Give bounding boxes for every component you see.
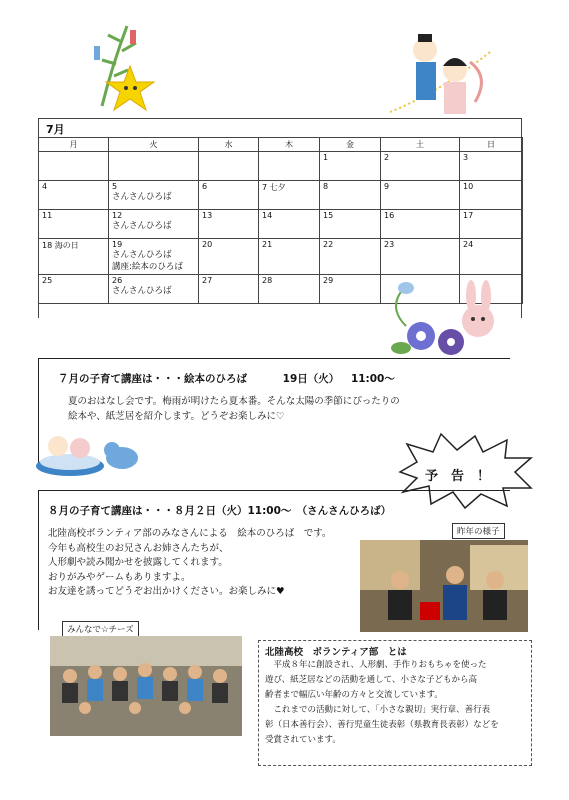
calendar-day xyxy=(259,152,320,181)
day-number: 29 xyxy=(323,276,334,285)
calendar-day xyxy=(109,152,199,181)
calendar-day xyxy=(39,239,109,275)
calendar-day xyxy=(109,239,199,275)
weekday-header: 木 xyxy=(259,138,320,152)
calendar-day xyxy=(199,152,259,181)
calendar-day xyxy=(381,210,460,239)
group-photo xyxy=(50,636,242,736)
calendar-week xyxy=(39,152,523,181)
day-number: 27 xyxy=(202,276,213,285)
weekday-header: 日 xyxy=(460,138,523,152)
august-course-line: おりがみやゲームもありますよ。 xyxy=(48,571,191,583)
weekday-header: 金 xyxy=(320,138,381,152)
day-event: さんさんひろば xyxy=(112,192,172,202)
day-number: 18 海の日 xyxy=(42,241,79,250)
calendar-day xyxy=(109,275,199,304)
group-photo-tag: みんなで☆チーズ xyxy=(62,621,139,637)
day-number: 9 xyxy=(384,182,390,191)
calendar-day xyxy=(381,181,460,210)
calendar-day xyxy=(199,181,259,210)
calendar-day xyxy=(39,181,109,210)
club-info-line: 齢者まで幅広い年齢の方々と交流しています。 xyxy=(265,690,443,700)
calendar-day xyxy=(320,275,381,304)
day-number: 22 xyxy=(323,240,334,249)
bunny-morning-glory-illustration xyxy=(376,276,506,364)
notice-label: 予 告 ！ xyxy=(425,469,491,484)
calendar-day xyxy=(320,210,381,239)
day-number: 16 xyxy=(384,211,395,220)
day-number: 12 xyxy=(112,211,123,220)
calendar-day xyxy=(259,181,320,210)
day-number: 26 xyxy=(112,276,123,285)
calendar-day xyxy=(259,210,320,239)
orihime-hikoboshi-illustration xyxy=(380,22,500,122)
day-number: 25 xyxy=(42,276,53,285)
day-number: 4 xyxy=(42,182,48,191)
july-course-body xyxy=(68,395,488,424)
club-info-title: 北陸高校 ボランティア部 とは xyxy=(265,647,407,658)
club-info-box xyxy=(258,640,532,766)
calendar-day xyxy=(199,210,259,239)
calendar-day xyxy=(460,181,523,210)
calendar-day xyxy=(199,239,259,275)
calendar-day xyxy=(259,239,320,275)
day-number: 24 xyxy=(463,240,474,249)
last-year-tag: 昨年の様子 xyxy=(452,523,505,539)
august-course-line: 今年も高校生のお兄さんお姉さんたちが、 xyxy=(48,542,229,554)
calendar-week xyxy=(39,210,523,239)
weekday-header: 土 xyxy=(381,138,460,152)
day-number: 7 七夕 xyxy=(262,183,286,192)
calendar-day xyxy=(320,152,381,181)
day-number: 15 xyxy=(323,211,334,220)
calendar-day xyxy=(460,239,523,275)
day-event: さんさんひろば xyxy=(112,250,172,260)
day-number: 5 xyxy=(112,182,118,191)
july-course-heading xyxy=(58,371,395,386)
day-number: 23 xyxy=(384,240,395,249)
day-number: 3 xyxy=(463,153,469,162)
weekday-header: 月 xyxy=(39,138,109,152)
july-course-title: ７月の子育て講座は・・・絵本のひろば xyxy=(58,373,247,385)
club-info-line: 受賞されています。 xyxy=(265,735,341,745)
august-course-line: 北陸高校ボランティア部のみなさんによる 絵本のひろば です。 xyxy=(48,528,332,539)
day-number: 11 xyxy=(42,211,53,220)
day-number: 1 xyxy=(323,153,329,162)
day-number: 20 xyxy=(202,240,213,249)
calendar-week xyxy=(39,181,523,210)
day-number: 10 xyxy=(463,182,474,191)
day-number: 6 xyxy=(202,182,208,191)
calendar-day xyxy=(109,210,199,239)
august-course-line: 人形劇や読み聞かせを披露してくれます。 xyxy=(48,557,228,568)
july-course-line: 絵本や、紙芝居を紹介します。どうぞお楽しみに♡ xyxy=(68,410,285,422)
july-course-line: 夏のおはなし会です。梅雨が明けたら夏本番。そんな太陽の季節にぴったりの xyxy=(68,396,400,407)
club-info-line: 彰（日本善行会）、善行児童生徒表彰（県教育長表彰）などを xyxy=(265,720,499,730)
day-number: 17 xyxy=(463,211,474,220)
day-number: 2 xyxy=(384,153,390,162)
august-course-line: お友達を誘ってどうぞお出かけください。お楽しみに♥ xyxy=(48,586,285,597)
calendar-day xyxy=(199,275,259,304)
day-number: 19 xyxy=(112,240,123,249)
calendar-day xyxy=(39,210,109,239)
pool-animals-illustration xyxy=(32,422,144,478)
calendar-day xyxy=(320,181,381,210)
july-course-time: 11:00～ xyxy=(350,373,395,385)
calendar-day xyxy=(39,275,109,304)
club-info-line: 遊び、紙芝居などの活動を通して、小さな子どもから高 xyxy=(265,675,477,685)
calendar-day xyxy=(109,181,199,210)
calendar-month: 7月 xyxy=(46,123,65,136)
july-course-date: 19日（火） xyxy=(282,373,340,385)
club-info-line: これまでの活動に対して、「小さな親切」実行章、善行表 xyxy=(265,705,491,715)
weekday-header: 火 xyxy=(109,138,199,152)
day-number: 8 xyxy=(323,182,329,191)
calendar-day xyxy=(381,152,460,181)
day-number: 28 xyxy=(262,276,273,285)
club-info-line: 平成８年に創設され、人形劇、手作りおもちゃを使った xyxy=(265,660,487,670)
tanabata-star-illustration xyxy=(72,16,167,116)
day-number: 14 xyxy=(262,211,273,220)
calendar-week xyxy=(39,239,523,275)
day-event: さんさんひろば xyxy=(112,221,172,231)
last-year-photo xyxy=(360,540,528,632)
calendar-day xyxy=(320,239,381,275)
calendar-day xyxy=(39,152,109,181)
calendar-day xyxy=(259,275,320,304)
august-course-body xyxy=(48,527,368,600)
calendar-day xyxy=(460,210,523,239)
day-event: 講座:絵本のひろば xyxy=(112,262,183,272)
calendar-day xyxy=(460,152,523,181)
calendar-day xyxy=(381,239,460,275)
day-event: さんさんひろば xyxy=(112,286,172,296)
day-number: 21 xyxy=(262,240,273,249)
weekday-header: 水 xyxy=(199,138,259,152)
day-number: 13 xyxy=(202,211,213,220)
august-course-title: ８月の子育て講座は・・・８月２日（火）11:00～ （さんさんひろば） xyxy=(48,505,392,517)
